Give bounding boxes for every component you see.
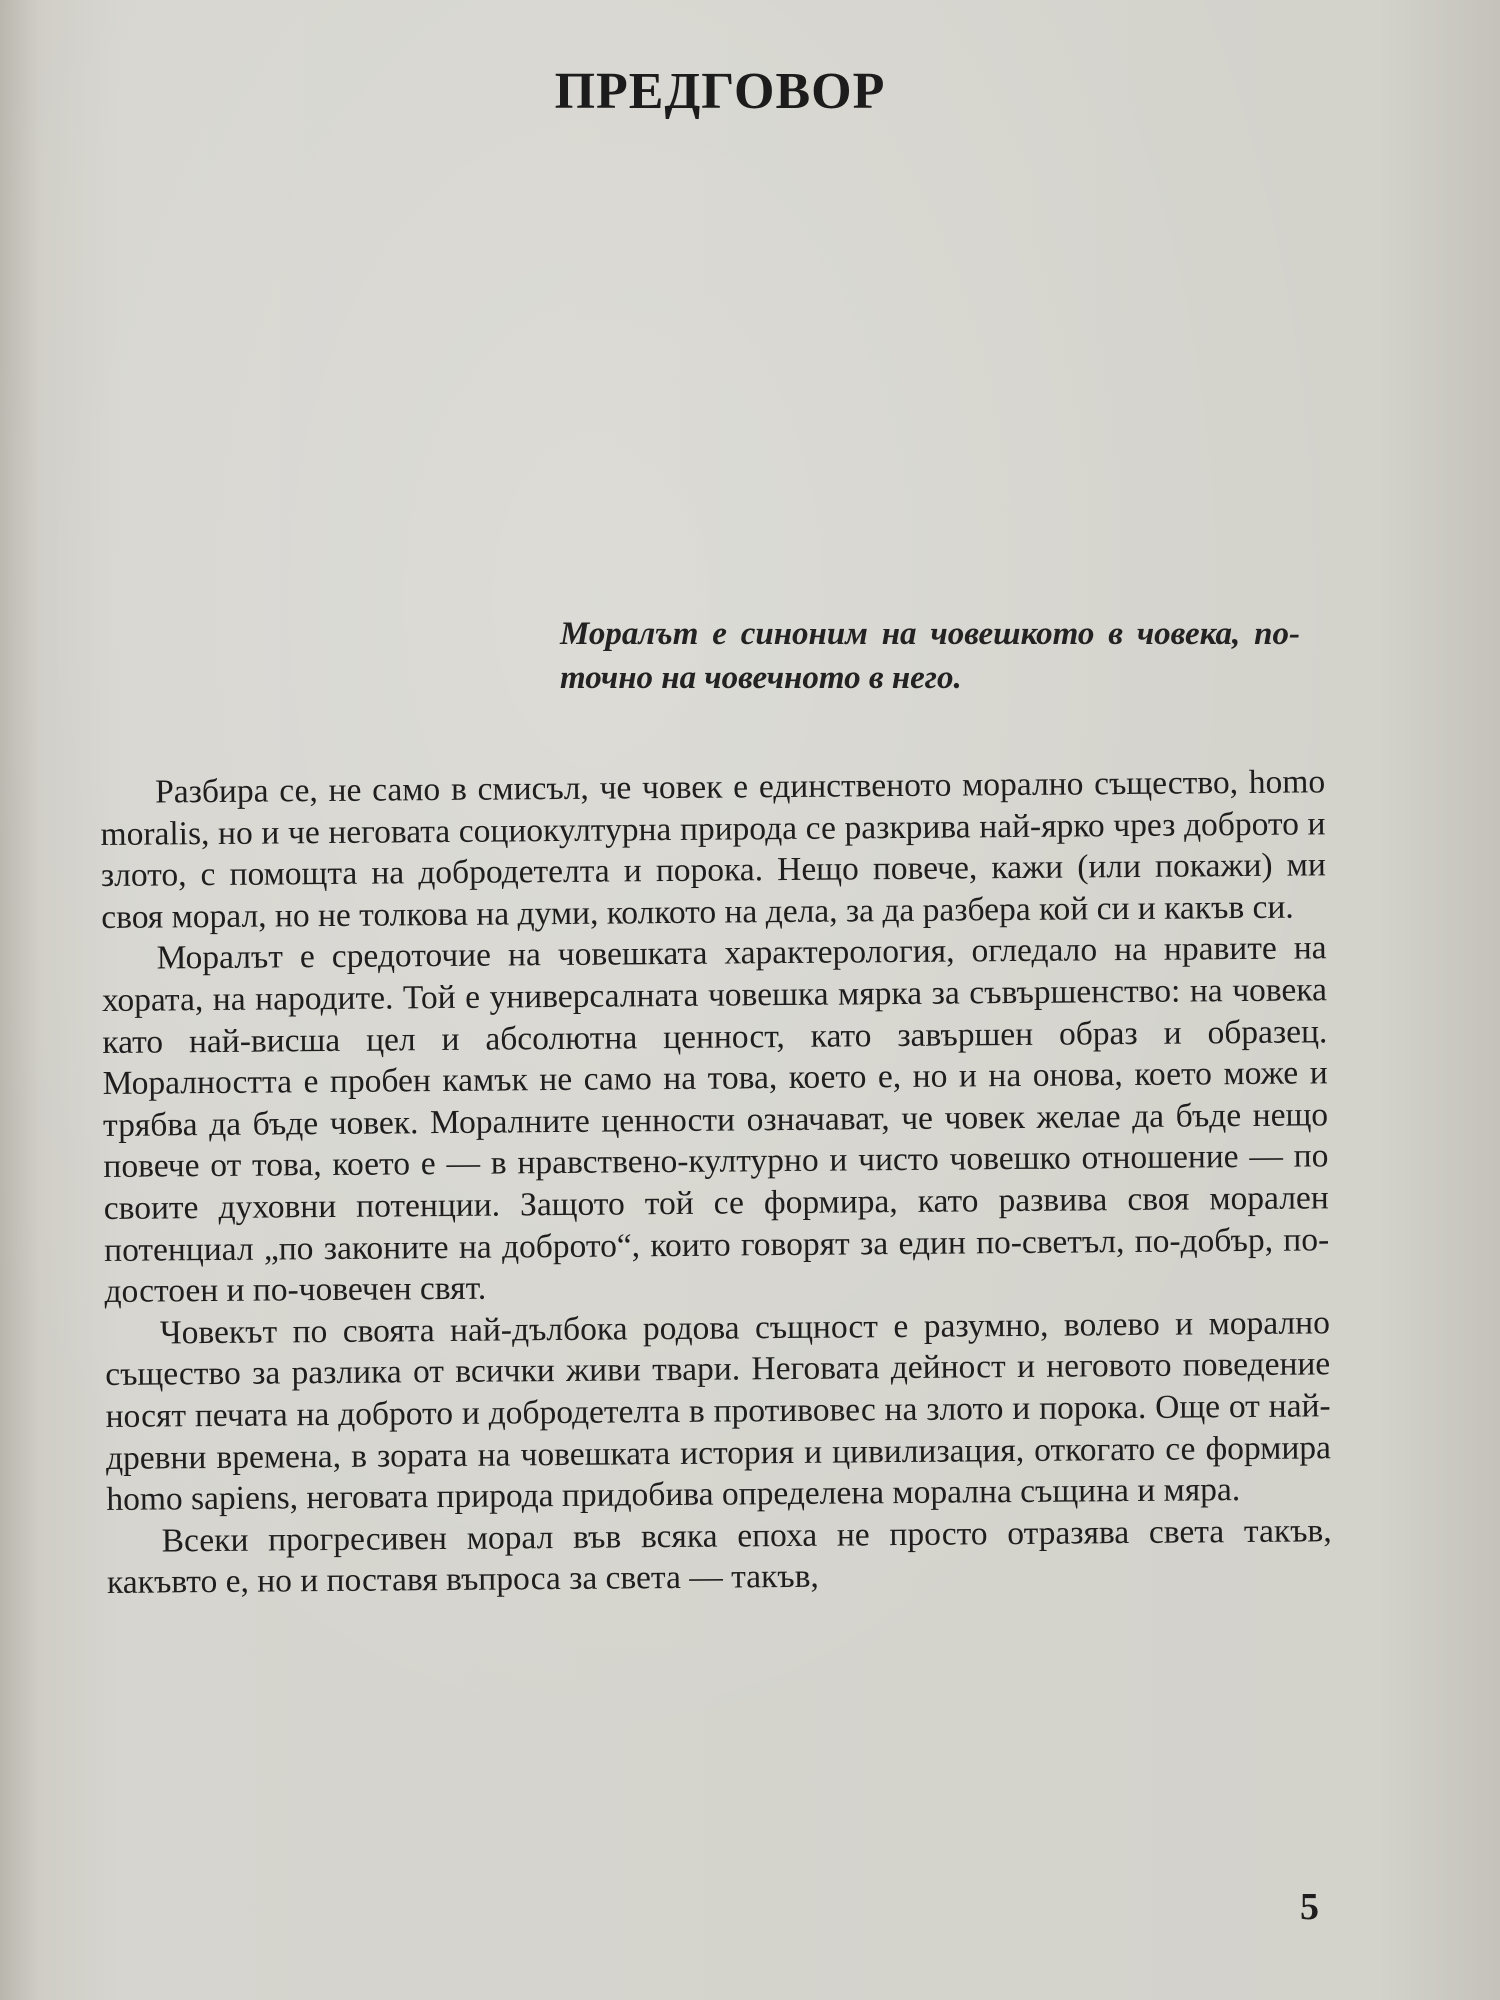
- page-number: 5: [1300, 1886, 1319, 1928]
- paragraph: Човекът по своята най-дълбока родова същност е разумно, волево и морално същество за разлика от всички живи твари. Неговата дейност и неговото поведение носят печата на доброто и добродетелта в противовес на злото и порока. Още от най-древни времена, в зората на човешката история и цивилизация, откогато се формира homo sapiens, неговата природа придобива определена морална същина и мяра.: [105, 1304, 1332, 1519]
- paragraph: Моралът е средоточие на човешката характерология, огледало на нравите на хората, на народите. Той е универсалната човешка мярка за съвършенство: на човека като най-висша цел и абсолютна ценност, като завършен образ и образец. Моралността е пробен камък не само на това, което е, но и на онова, което може и трябва да бъде човек. Моралните ценности означават, че човек желае да бъде нещо повече от това, което е — в нравствено-културно и чисто човешко отношение — по своите духовни потенции. Защото той се формира, като развива своя морален потенциал „по законите на доброто“, които говорят за един по-светъл, по-добър, по-достоен и по-човечен свят.: [101, 929, 1330, 1311]
- epigraph: Моралът е синоним на човешкото в човека, по-точно на човечното в него.: [560, 616, 1300, 696]
- paragraph: Разбира се, не само в смисъл, че човек е единственото морално същество, homo moralis, но и че неговата социокултурна природа се разкрива най-ярко чрез доброто и злото, с помощта на добродетелта и порока. Нещо повече, кажи (или покажи) ми своя морал, но не толкова на думи, колкото на дела, за да разбера кой си и какъв си.: [100, 763, 1327, 936]
- page-title: ПРЕДГОВОР: [554, 63, 886, 120]
- paragraph: Всеки прогресивен морал във всяка епоха не просто отразява света такъв, какъвто е, но и поставя въпроса за света — такъв,: [106, 1511, 1332, 1602]
- body-text: [100, 761, 1332, 1604]
